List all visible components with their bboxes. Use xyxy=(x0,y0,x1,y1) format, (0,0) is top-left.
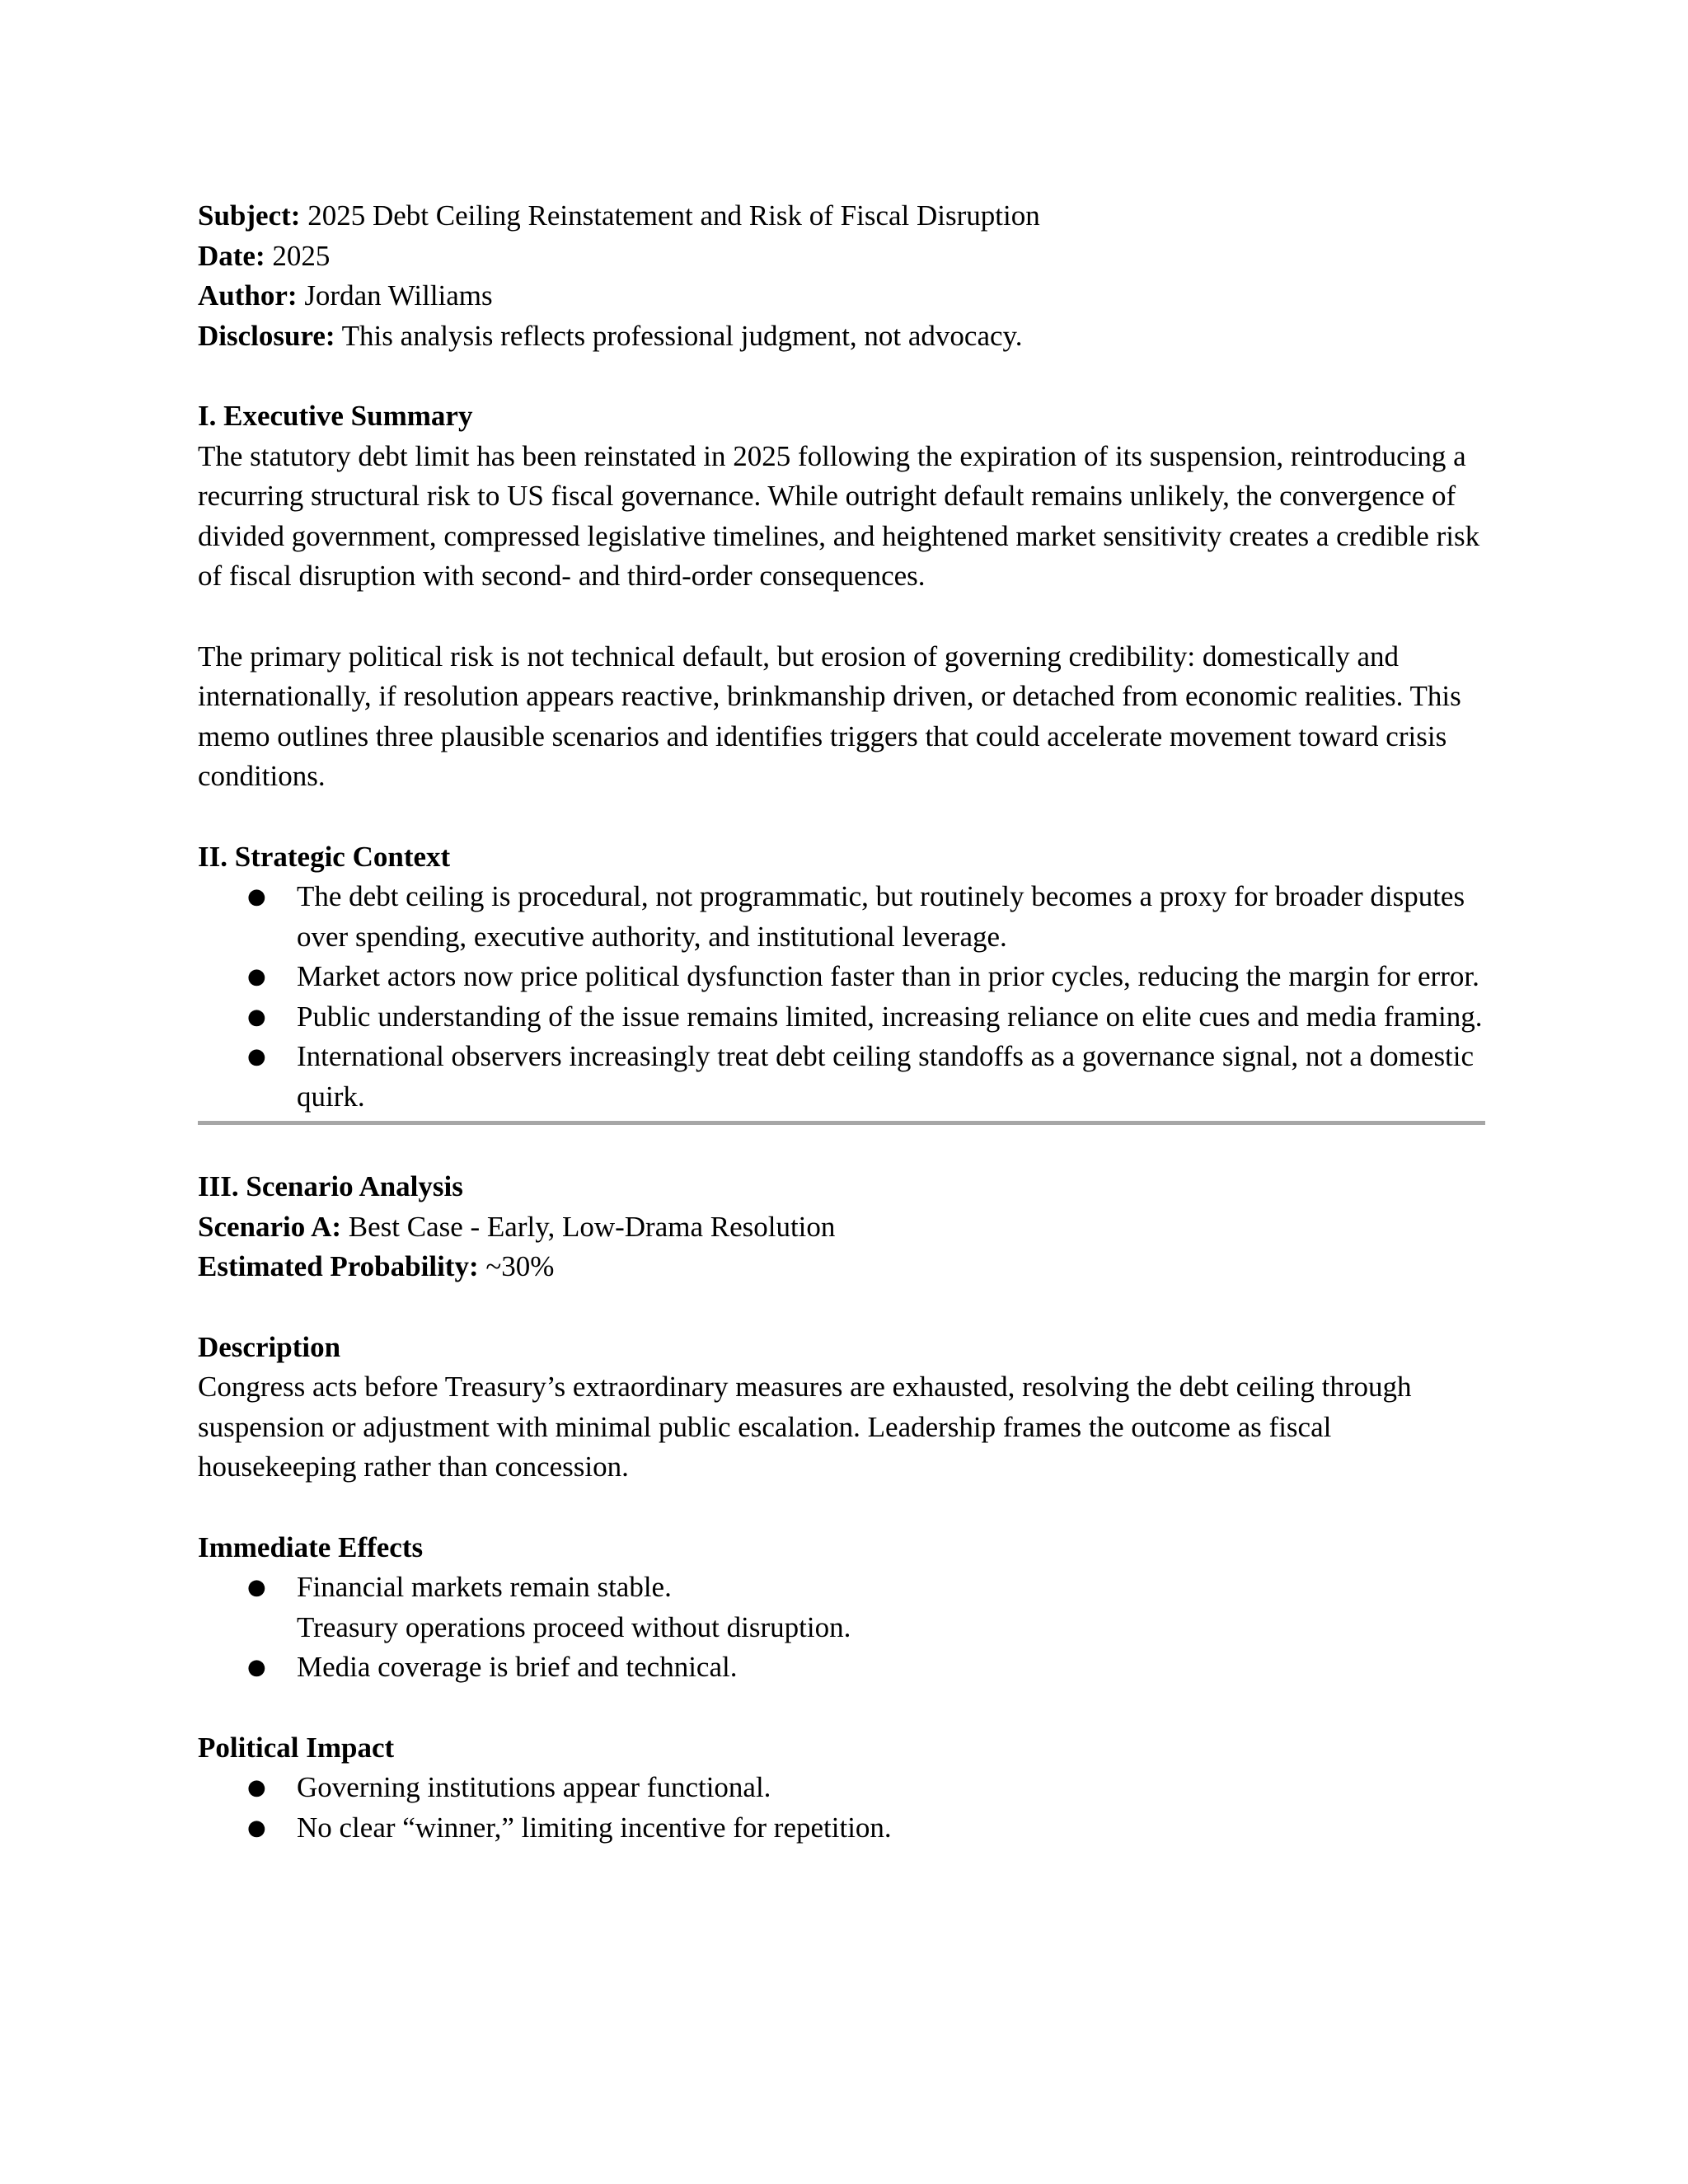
list-item xyxy=(198,957,1484,997)
spacer xyxy=(198,797,1484,837)
spacer xyxy=(198,597,1484,637)
list-item xyxy=(198,877,1484,957)
strategic-context-list xyxy=(198,877,1484,1118)
memo-body xyxy=(198,196,1484,1848)
description-text: Congress acts before Treasury’s extraordinary measures are exhausted, resolving the debt ceiling through suspension or adjustment with minimal public escalation. Leadership frames the outcome as fiscal housekeeping rather than concession. xyxy=(198,1371,1412,1483)
scenario-line xyxy=(198,1207,1484,1248)
bullet-icon: ● xyxy=(247,964,266,990)
spacer xyxy=(198,1127,1484,1168)
probability-value: ~30% xyxy=(478,1250,555,1283)
list-item-text: Governing institutions appear functional. xyxy=(297,1771,771,1804)
subject-line xyxy=(198,196,1484,237)
list-item xyxy=(198,1647,1484,1688)
scenario-value: Best Case - Early, Low-Drama Resolution xyxy=(341,1210,836,1243)
bullet-icon: ● xyxy=(247,1004,266,1029)
description-heading: Description xyxy=(198,1330,341,1363)
spacer xyxy=(198,1488,1484,1528)
list-item-text: No clear “winner,” limiting incentive for repetition. xyxy=(297,1811,892,1844)
subject-label: Subject: xyxy=(198,199,301,232)
author-value: Jordan Williams xyxy=(297,279,493,312)
list-item xyxy=(198,1768,1484,1808)
political-impact-heading: Political Impact xyxy=(198,1731,395,1764)
immediate-effects-list xyxy=(198,1568,1484,1608)
list-continuation-text: Treasury operations proceed without disruption. xyxy=(297,1610,851,1643)
list-item xyxy=(198,997,1484,1038)
scenario-label: Scenario A: xyxy=(198,1210,342,1243)
executive-summary-paragraph-1: The statutory debt limit has been reinstated in 2025 following the expiration of its suspension, reintroducing a recurring structural risk to US fiscal governance. While outright default remains unlikely, the convergence of divided government, compressed legislative timelines, and heightened market sensitivity creates a credible risk of fiscal disruption with second- and third-order consequences. xyxy=(198,439,1480,593)
executive-summary-paragraph-2: The primary political risk is not technical default, but erosion of governing credibility: domestically and internationally, if resolution appears reactive, brinkmanship driven, or detached from economic realities. This memo outlines three plausible scenarios and identifies triggers that could accelerate movement toward crisis conditions. xyxy=(198,640,1461,793)
author-line xyxy=(198,276,1484,316)
spacer xyxy=(198,1287,1484,1328)
disclosure-line xyxy=(198,316,1484,357)
disclosure-value: This analysis reflects professional judgment, not advocacy. xyxy=(335,319,1023,352)
executive-summary-heading: I. Executive Summary xyxy=(198,399,473,432)
date-value: 2025 xyxy=(265,239,331,272)
date-label: Date: xyxy=(198,239,265,272)
disclosure-label: Disclosure: xyxy=(198,319,335,352)
probability-label: Estimated Probability: xyxy=(198,1250,479,1283)
political-impact-list xyxy=(198,1768,1484,1848)
horizontal-rule xyxy=(198,1121,1485,1125)
date-line xyxy=(198,237,1484,277)
bullet-icon: ● xyxy=(247,1775,266,1801)
list-item-text: Financial markets remain stable. xyxy=(297,1571,672,1604)
list-item-text: Public understanding of the issue remains limited, increasing reliance on elite cues and media framing. xyxy=(297,1000,1483,1033)
bullet-icon: ● xyxy=(247,884,266,910)
list-item xyxy=(198,1808,1484,1849)
spacer xyxy=(198,356,1484,396)
bullet-icon: ● xyxy=(247,1655,266,1680)
list-item xyxy=(198,1037,1484,1117)
list-item xyxy=(198,1568,1484,1608)
scenario-analysis-heading: III. Scenario Analysis xyxy=(198,1170,463,1203)
immediate-effects-heading: Immediate Effects xyxy=(198,1530,424,1563)
list-item-text: Media coverage is brief and technical. xyxy=(297,1651,738,1684)
subject-value: 2025 Debt Ceiling Reinstatement and Risk of Fiscal Disruption xyxy=(300,199,1040,232)
strategic-context-heading: II. Strategic Context xyxy=(198,840,451,873)
bullet-icon: ● xyxy=(247,1044,266,1070)
probability-line xyxy=(198,1247,1484,1287)
bullet-icon: ● xyxy=(247,1815,266,1840)
spacer xyxy=(198,1688,1484,1728)
bullet-icon: ● xyxy=(247,1575,266,1601)
author-label: Author: xyxy=(198,279,298,312)
list-item-text: International observers increasingly treat debt ceiling standoffs as a governance signal, not a domestic quirk. xyxy=(297,1040,1475,1113)
immediate-effects-list-cont xyxy=(198,1647,1484,1688)
list-item-text: Market actors now price political dysfunction faster than in prior cycles, reducing the margin for error. xyxy=(297,960,1479,993)
list-item-text: The debt ceiling is procedural, not programmatic, but routinely becomes a proxy for broader disputes over spending, executive authority, and institutional leverage. xyxy=(297,880,1465,953)
